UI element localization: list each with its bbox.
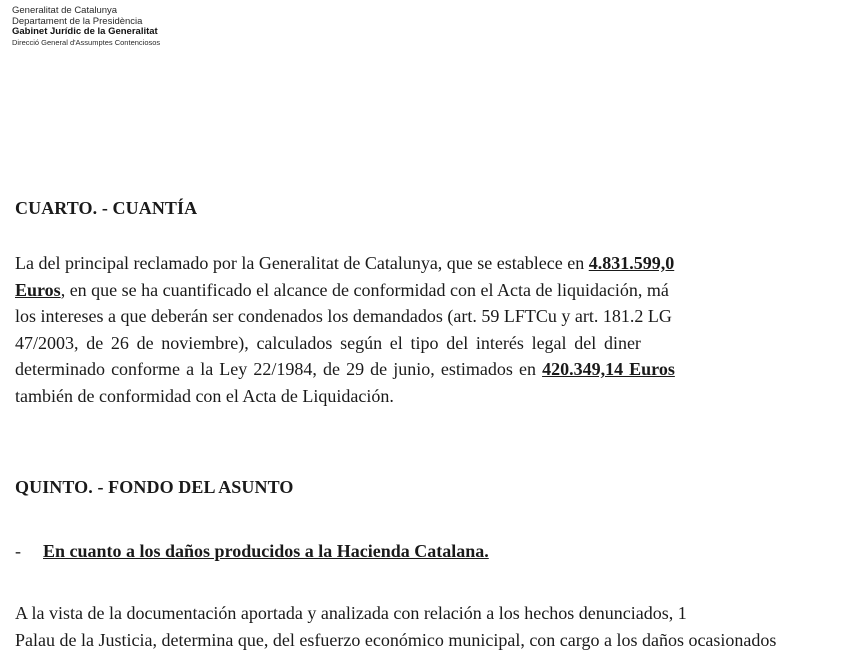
letterhead-gabinet: Gabinet Jurídic de la Generalitat — [12, 27, 160, 38]
paragraph-line: A la vista de la documentación aportada y analizada con relación a los hechos denunciados, 1 — [15, 600, 854, 627]
heading-quinto: QUINTO. - FONDO DEL ASUNTO — [15, 477, 294, 498]
subsection-danos — [15, 541, 489, 562]
text-run: determinado conforme a la Ley 22/1984, de 29 de junio, estimados en — [15, 359, 542, 379]
letterhead-generalitat: Generalitat de Catalunya — [12, 6, 160, 17]
letterhead-direccio: Direcció General d'Assumptes Contenciosos — [12, 38, 160, 47]
paragraph-fondo — [15, 600, 854, 653]
paragraph-line: los intereses a que deberán ser condenados los demandados (art. 59 LFTCu y art. 181.2 LG — [15, 303, 854, 330]
text-run: , en que se ha cuantificado el alcance de conformidad con el Acta de liquidación, má — [61, 280, 669, 300]
paragraph-cuantia — [15, 250, 854, 409]
paragraph-line: también de conformidad con el Acta de Liquidación. — [15, 383, 854, 410]
heading-cuarto: CUARTO. - CUANTÍA — [15, 198, 197, 219]
paragraph-line — [15, 250, 854, 277]
paragraph-line — [15, 277, 854, 304]
amount-interests: 420.349,14 Euros — [542, 359, 675, 379]
paragraph-line — [15, 356, 854, 383]
paragraph-line: 47/2003, de 26 de noviembre), calculados según el tipo del interés legal del diner — [15, 330, 854, 357]
letterhead — [12, 6, 160, 47]
list-dash: - — [15, 541, 43, 562]
amount-principal: 4.831.599,0 — [589, 253, 675, 273]
subsection-title: En cuanto a los daños producidos a la Hacienda Catalana. — [43, 541, 489, 561]
section-quinto — [15, 477, 294, 498]
paragraph-line: Palau de la Justicia, determina que, del esfuerzo económico municipal, con cargo a los daños ocasionados — [15, 627, 854, 653]
amount-principal-currency: Euros — [15, 280, 61, 300]
section-cuarto — [15, 198, 197, 219]
letterhead-department: Departament de la Presidència — [12, 17, 160, 28]
text-run: La del principal reclamado por la Generalitat de Catalunya, que se establece en — [15, 253, 589, 273]
